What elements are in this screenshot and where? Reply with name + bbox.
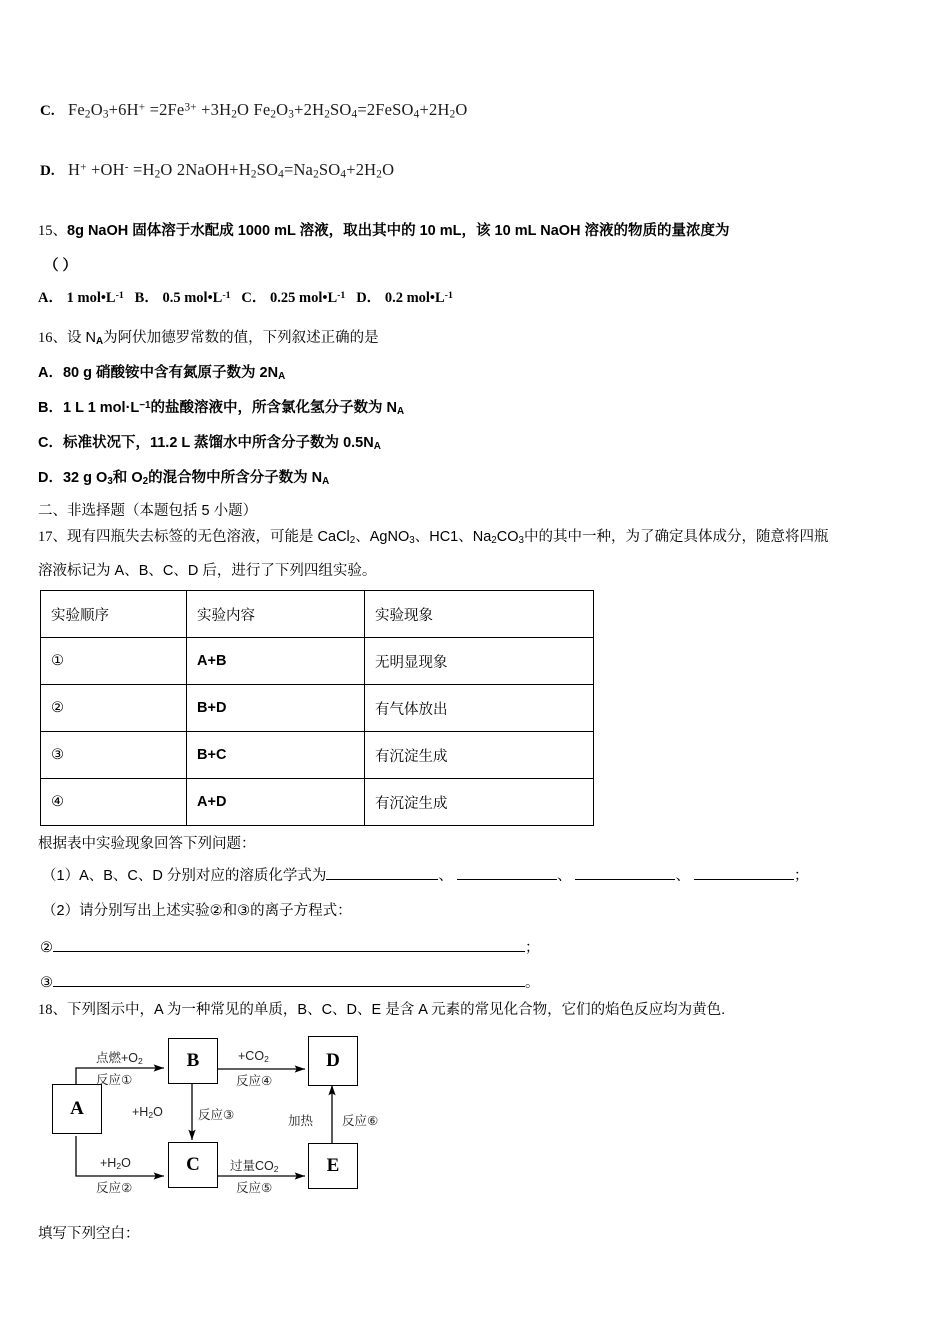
flow-label-r3-left-text: +H <box>132 1105 149 1119</box>
q17-blank2-marker: ② <box>40 940 53 956</box>
question-17-stem-line2: 溶液标记为 A、B、C、D 后，进行了下列四组实验。 <box>38 563 377 579</box>
q17-blank3-end: 。 <box>525 975 540 991</box>
question-17-blank-2-row <box>40 938 540 960</box>
table-row <box>41 779 594 826</box>
q15-opt-d-value: 0.2 mol•L <box>384 290 445 306</box>
q17-sep-2: 、 <box>556 868 572 884</box>
q17-sub1-text: A、B、C、D 分别对应的溶质化学式为 <box>79 868 327 884</box>
q16-opt-d-label: D． <box>38 470 63 486</box>
question-16-stem <box>38 328 379 350</box>
flow-label-r1-top-text: 点燃+O <box>96 1051 139 1065</box>
q15-opt-d-label: D． <box>356 290 382 306</box>
q17-blank3-marker: ③ <box>40 975 53 991</box>
flow-box-b <box>168 1038 218 1084</box>
q17-l1sub2: 3 <box>409 535 415 547</box>
question-18-footer: 填写下列空白： <box>38 1226 140 1242</box>
option-c-label: C. <box>40 103 55 120</box>
flow-label-r2-top-post: O <box>121 1156 131 1170</box>
flow-label-r4-bottom: 反应④ <box>236 1074 273 1088</box>
flow-label-r4-top-sub: 2 <box>264 1053 269 1064</box>
q16-opt-d-sub3: A <box>322 476 330 488</box>
question-17-after-table: 根据表中实验现象回答下列问题： <box>38 836 256 852</box>
flow-label-r2-top <box>100 1156 131 1171</box>
flow-label-r6-left: 加热 <box>288 1114 314 1128</box>
q17-l1a: 现有四瓶失去标签的无色溶液，可能是 CaCl <box>67 529 350 545</box>
option-c-equation: $Fe_2O_3+6H^+ =2Fe^{3+} +3H_2O$ $Fe_2O_3+2H_2SO_4=2FeSO_4+2H_2O$ <box>68 100 468 121</box>
answer-blank-b[interactable] <box>457 866 557 880</box>
flow-box-e-label: E <box>326 1155 340 1176</box>
q15-opt-a-label: A． <box>38 290 63 306</box>
flow-label-r1-top-sub: 2 <box>138 1055 143 1066</box>
flow-label-r2-top-sub: 2 <box>116 1160 122 1171</box>
q16-opt-b-sup: −1 <box>139 399 151 411</box>
q16-opt-a-text: 80 g 硝酸铵中含有氮原子数为 2N <box>62 365 279 381</box>
table-cell-order: ④ <box>41 779 187 826</box>
q16-opt-d-text: 32 g O <box>62 470 108 486</box>
q16-opt-c-text: 标准状况下，11.2 L 蒸馏水中所含分子数为 0.5N <box>62 435 374 451</box>
table-cell-content: A+B <box>187 638 365 685</box>
q17-sep-3: 、 <box>675 868 690 884</box>
flow-box-e <box>308 1143 358 1189</box>
q16-opt-c-sub: A <box>373 441 381 453</box>
q15-opt-b-exp: -1 <box>222 289 231 301</box>
question-16-option-c <box>38 433 381 455</box>
option-d-row <box>40 160 394 180</box>
table-header-cell: 实验现象 <box>365 591 594 638</box>
question-15-options <box>38 288 453 310</box>
flow-label-r5-bottom: 反应⑤ <box>236 1181 273 1195</box>
flow-label-r3-left <box>132 1105 163 1120</box>
q17-l1c: 、HC1、Na <box>414 529 492 545</box>
q16-opt-d-sub2: 2 <box>142 476 149 488</box>
question-18-stem <box>38 1000 725 1022</box>
flow-box-b-label: B <box>186 1050 200 1071</box>
table-row <box>41 685 594 732</box>
question-16-stem-sub: A <box>96 336 104 348</box>
flow-box-c-label: C <box>186 1154 200 1175</box>
question-17-number: 17、 <box>38 529 67 545</box>
table-cell-order: ③ <box>41 732 187 779</box>
flow-label-r2-bottom: 反应② <box>96 1181 133 1195</box>
q17-sub1-end: ； <box>794 868 809 884</box>
table-cell-phenomenon: 有沉淀生成 <box>365 779 594 826</box>
question-16-number: 16、 <box>38 330 67 346</box>
question-16-option-b <box>38 398 404 420</box>
flow-box-a <box>52 1084 102 1134</box>
flow-label-r4-top <box>238 1049 269 1064</box>
q16-opt-d-mid: 和 O <box>112 470 143 486</box>
flow-label-r4-top-text: +CO <box>238 1049 265 1063</box>
flow-label-r3-right: 反应③ <box>198 1108 235 1122</box>
q17-l1d: CO <box>496 529 519 545</box>
question-17-stem-line1 <box>38 527 829 549</box>
experiment-table <box>40 590 594 826</box>
flow-label-r1-bottom: 反应① <box>96 1073 133 1087</box>
flow-box-c <box>168 1142 218 1188</box>
q15-opt-c-value: 0.25 mol•L <box>270 290 338 306</box>
q15-opt-b-value: 0.5 mol•L <box>162 290 223 306</box>
q16-opt-a-label: A． <box>38 365 63 381</box>
table-header-cell: 实验内容 <box>187 591 365 638</box>
q17-l1sub3: 2 <box>491 535 497 547</box>
table-cell-content: B+C <box>187 732 365 779</box>
flow-label-r5-top <box>230 1156 279 1174</box>
flow-label-r2-top-text: +H <box>100 1156 117 1170</box>
q15-opt-a-value: 1 mol•L <box>66 290 116 306</box>
q16-opt-b-sub2: A <box>397 406 405 418</box>
q16-opt-b-label: B． <box>38 400 63 416</box>
flow-label-r6-right: 反应⑥ <box>342 1114 379 1128</box>
q15-opt-c-exp: -1 <box>337 289 346 301</box>
q17-sub1-label: （1） <box>42 868 80 884</box>
q16-opt-d-sub: 3 <box>107 476 113 488</box>
q16-opt-b-after: 的盐酸溶液中，所含氯化氢分子数为 N <box>150 400 397 416</box>
question-16-option-d <box>38 468 329 490</box>
flow-box-a-label: A <box>70 1098 84 1119</box>
question-15-number: 15、 <box>38 223 67 239</box>
flow-label-r5-top-text: 过量CO <box>230 1159 274 1173</box>
q16-opt-b-text: 1 L 1 mol·L <box>62 400 140 416</box>
q17-l1e: 中的其中一种，为了确定具体成分，随意将四瓶 <box>524 529 829 545</box>
q15-opt-a-exp: -1 <box>115 289 124 301</box>
table-row <box>41 732 594 779</box>
question-16-option-a <box>38 363 285 385</box>
question-15-stem-text: 8g NaOH 固体溶于水配成 1000 mL 溶液，取出其中的 10 mL，该 10 mL NaOH 溶液的物质的量浓度为 <box>67 223 730 239</box>
q16-opt-a-sub: A <box>278 371 286 383</box>
question-17-sub2 <box>42 901 352 923</box>
option-d-label: D. <box>40 163 55 180</box>
option-c-row <box>40 100 468 120</box>
q17-l1sub1: 2 <box>349 535 356 547</box>
q16-opt-c-label: C． <box>38 435 63 451</box>
answer-blank-c[interactable] <box>575 866 675 880</box>
answer-blank-eq3[interactable] <box>53 973 525 987</box>
answer-blank-d[interactable] <box>694 866 794 880</box>
reaction-flow-diagram <box>40 1028 440 1208</box>
flow-label-r5-top-sub: 2 <box>273 1163 279 1174</box>
question-16-stem-pre: 设 N <box>67 330 96 346</box>
table-cell-phenomenon: 有气体放出 <box>365 685 594 732</box>
question-17-sub1 <box>42 866 809 888</box>
question-17-blank-3-row <box>40 973 540 995</box>
table-cell-order: ② <box>41 685 187 732</box>
q17-sub2-text: 请分别写出上述实验②和③的离子方程式： <box>79 903 352 919</box>
question-16-stem-post: 为阿伏加德罗常数的值，下列叙述正确的是 <box>103 330 379 346</box>
q16-opt-d-after: 的混合物中所含分子数为 N <box>148 470 323 486</box>
question-15-stem <box>38 221 730 243</box>
answer-blank-a[interactable] <box>326 866 438 880</box>
question-18-number: 18、 <box>38 1002 67 1018</box>
table-row <box>41 638 594 685</box>
table-cell-phenomenon: 有沉淀生成 <box>365 732 594 779</box>
q15-opt-d-exp: -1 <box>444 289 453 301</box>
flow-label-r1-top <box>96 1048 143 1066</box>
answer-blank-eq2[interactable] <box>53 938 525 952</box>
question-15-bracket: （ ） <box>44 258 78 274</box>
q17-blank2-end: ； <box>525 940 540 956</box>
table-cell-content: B+D <box>187 685 365 732</box>
option-d-equation: $H^+ +OH^- =H_2O$ $2NaOH+H_2SO_4=Na_2SO_4+2H_2O$ <box>68 160 395 181</box>
table-cell-phenomenon: 无明显现象 <box>365 638 594 685</box>
table-header-cell: 实验顺序 <box>41 591 187 638</box>
q17-l1sub4: 3 <box>518 535 524 547</box>
flow-box-d <box>308 1036 358 1086</box>
q15-opt-b-label: B． <box>134 290 159 306</box>
table-header-row <box>41 591 594 638</box>
flow-box-d-label: D <box>326 1050 340 1071</box>
question-18-stem-text: 下列图示中，A 为一种常见的单质，B、C、D、E 是含 A 元素的常见化合物，它们的焰色反应均为黄色. <box>67 1002 726 1018</box>
section-2-heading: 二、非选择题（本题包括 5 小题） <box>38 503 258 519</box>
table-cell-order: ① <box>41 638 187 685</box>
table-cell-content: A+D <box>187 779 365 826</box>
q15-opt-c-label: C． <box>241 290 267 306</box>
flow-label-r3-left-sub: 2 <box>148 1109 154 1120</box>
q17-sep-1: 、 <box>438 868 453 884</box>
q17-l1b: 、AgNO <box>355 529 410 545</box>
flow-label-r3-left-post: O <box>153 1105 163 1119</box>
q17-sub2-label: （2） <box>42 903 80 919</box>
